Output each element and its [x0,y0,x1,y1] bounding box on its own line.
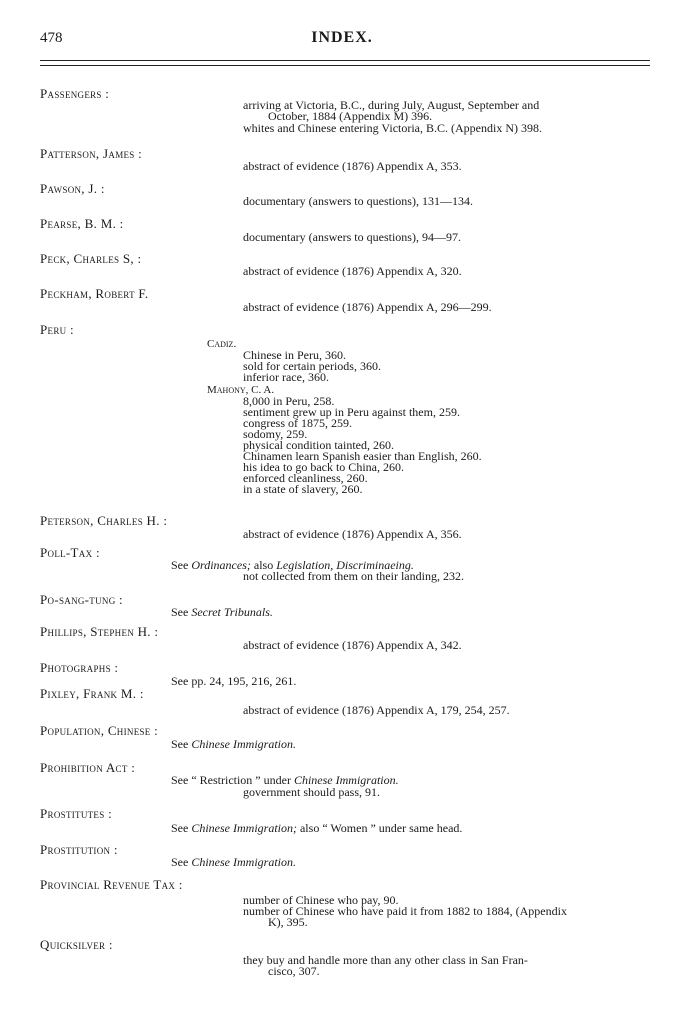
see-reference: See Chinese Immigration; also “ Women ” under same head. [171,821,463,835]
index-subentry: not collected from them on their landing, 232. [243,569,464,583]
index-subentry: abstract of evidence (1876) Appendix A, 356. [243,527,462,541]
index-subentry: they buy and handle more than any other class in San Fran- [243,953,528,967]
index-subentry: 8,000 in Peru, 258. [243,394,335,408]
index-heading: Prostitution : [40,842,118,857]
index-heading: Provincial Revenue Tax : [40,877,183,892]
index-heading: Population, Chinese : [40,723,159,738]
index-heading: Phillips, Stephen H. : [40,624,159,639]
index-heading: Passengers : [40,86,110,101]
index-subentry: physical condition tainted, 260. [243,438,394,452]
index-subentry: sodomy, 259. [243,427,308,441]
index-subentry: in a state of slavery, 260. [243,482,363,496]
index-subentry: abstract of evidence (1876) Appendix A, 179, 254, 257. [243,703,510,717]
index-subentry: sentiment grew up in Peru against them, 259. [243,405,460,419]
index-subentry: Chinamen learn Spanish easier than English, 260. [243,449,482,463]
index-subheading: Mahony, C. A. [207,384,275,396]
see-reference: See Ordinances; also Legislation, Discriminaeing. [171,558,414,572]
index-subentry: enforced cleanliness, 260. [243,471,368,485]
index-heading: Peterson, Charles H. : [40,513,168,528]
index-subheading: Cadiz. [207,338,237,350]
index-subentry: number of Chinese who have paid it from 1882 to 1884, (Appendix [243,904,567,918]
see-reference: See “ Restriction ” under Chinese Immigration. [171,773,399,787]
index-heading: Poll-Tax : [40,545,100,560]
index-heading: Peck, Charles S, : [40,251,142,266]
see-reference: See Secret Tribunals. [171,605,273,619]
index-subentry-continuation: October, 1884 (Appendix M) 396. [268,109,433,123]
index-heading: Peckham, Robert F. [40,286,149,301]
index-heading: Pawson, J. : [40,181,105,196]
index-heading: Pearse, B. M. : [40,216,124,231]
running-head: INDEX. [311,29,373,46]
index-subentry: number of Chinese who pay, 90. [243,893,399,907]
index-subentry: his idea to go back to China, 260. [243,460,404,474]
index-heading: Photographs : [40,660,119,675]
index-heading: Patterson, James : [40,146,143,161]
index-subentry: inferior race, 360. [243,370,329,384]
index-subentry: abstract of evidence (1876) Appendix A, 320. [243,264,462,278]
see-reference: See pp. 24, 195, 216, 261. [171,674,297,688]
index-subentry: abstract of evidence (1876) Appendix A, 296—299. [243,300,492,314]
see-reference: See Chinese Immigration. [171,855,296,869]
index-subentry: documentary (answers to questions), 94—97. [243,230,461,244]
index-subentry: documentary (answers to questions), 131—134. [243,194,473,208]
index-subentry: Chinese in Peru, 360. [243,348,346,362]
index-subentry: congress of 1875, 259. [243,416,352,430]
index-heading: Po-sang-tung : [40,592,123,607]
index-heading: Prostitutes : [40,806,112,821]
page-number: 478 [40,30,63,46]
index-heading: Quicksilver : [40,937,113,952]
index-heading: Prohibition Act : [40,760,136,775]
index-subentry: abstract of evidence (1876) Appendix A, 342. [243,638,462,652]
index-heading: Pixley, Frank M. : [40,686,144,701]
index-subentry-continuation: cisco, 307. [268,964,320,978]
index-subentry: whites and Chinese entering Victoria, B.C. (Appendix N) 398. [243,121,543,135]
index-subentry: sold for certain periods, 360. [243,359,381,373]
index-heading: Peru : [40,322,74,337]
index-subentry: government should pass, 91. [243,785,380,799]
index-subentry: abstract of evidence (1876) Appendix A, 353. [243,159,462,173]
see-reference: See Chinese Immigration. [171,737,296,751]
index-subentry-continuation: K), 395. [268,915,308,929]
index-subentry: arriving at Victoria, B.C., during July, August, September and [243,98,540,112]
